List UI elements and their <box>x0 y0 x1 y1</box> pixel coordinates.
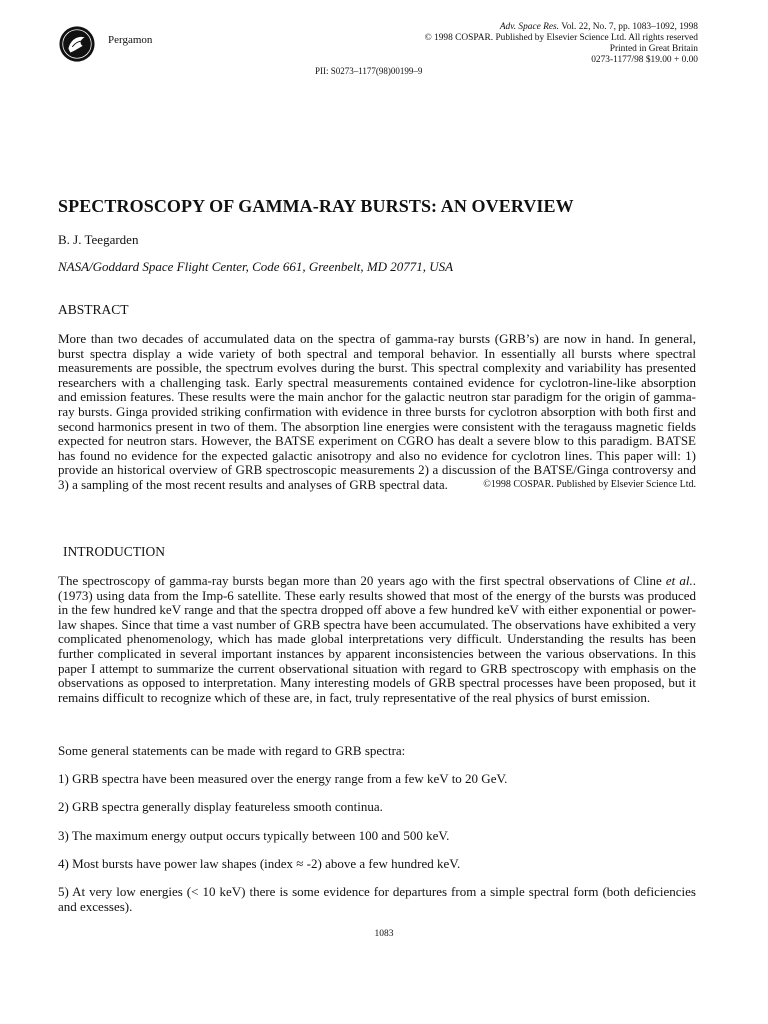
abstract-text <box>58 332 696 493</box>
abstract-heading: ABSTRACT <box>58 302 129 317</box>
abstract-body: More than two decades of accumulated data on the spectra of gamma-ray bursts (GRB’s) are now in hand. In general, burst spectra display a wide variety of both spectral and temporal behavior. In essentially all bursts where spectral measurements are possible, the spectrum evolves during the burst. This spectral complexity and variability has presented researchers with a challenging task. Early spectral measurements contained evidence for cyclotron-line-like absorption and emission features. These results were the main anchor for the galactic neutron star paradigm for the origin of gamma-ray bursts. Ginga provided striking confirmation with evidence in three bursts for cyclotron absorption with both first and second harmonics present in two of them. The absorption line energies were consistent with the teragauss magnetic fields expected for neutron stars. However, the BATSE experiment on CGRO has dealt a severe blow to this paradigm. BATSE has found no evidence for the expected galactic anisotropy and also no evidence for cyclotron lines. This paper will: 1) provide an historical overview of GRB spectroscopic measurements 2) a discussion of the BATSE/Ginga controversy and 3) a sampling of the most recent results and analyses of GRB spectral data. <box>58 331 696 492</box>
list-item: 1) GRB spectra have been measured over the energy range from a few keV to 20 GeV. <box>58 771 508 786</box>
intro-lead-in: Some general statements can be made with regard to GRB spectra: <box>58 743 406 758</box>
author-affiliation: NASA/Goddard Space Flight Center, Code 661, Greenbelt, MD 20771, USA <box>58 259 454 274</box>
publisher-name: Pergamon <box>108 34 153 46</box>
introduction-paragraph <box>58 574 696 705</box>
list-item: 5) At very low energies (< 10 keV) there is some evidence for departures from a simple spectral form (both deficiencies and excesses). <box>58 884 696 914</box>
intro-text-part1: The spectroscopy of gamma-ray bursts began more than 20 years ago with the first spectral observations of Cline <box>58 573 666 588</box>
citation-issn-price: 0273-1177/98 $19.00 + 0.00 <box>591 55 698 65</box>
citation-volume: Vol. 22, No. 7, pp. 1083–1092, 1998 <box>559 22 698 32</box>
citation-copyright: © 1998 COSPAR. Published by Elsevier Science Ltd. All rights reserved <box>424 33 698 43</box>
intro-text-etal: et al. <box>665 573 693 588</box>
list-item: 2) GRB spectra generally display featureless smooth continua. <box>58 799 383 814</box>
citation-journal: Adv. Space Res. <box>499 22 560 32</box>
article-title: SPECTROSCOPY OF GAMMA-RAY BURSTS: AN OVERVIEW <box>58 196 574 216</box>
list-item: 4) Most bursts have power law shapes (index ≈ -2) above a few hundred keV. <box>58 856 461 871</box>
introduction-heading: INTRODUCTION <box>63 544 165 559</box>
article-author: B. J. Teegarden <box>58 232 139 247</box>
pii-identifier: PII: S0273–1177(98)00199–9 <box>315 66 423 76</box>
citation-block <box>425 22 698 66</box>
citation-printed: Printed in Great Britain <box>609 44 698 54</box>
intro-text-part2: . (1973) using data from the Imp-6 satellite. These early results showed that most of the energy of the bursts was produced in the few hundred keV range and that the spectra dropped off above a few hundred keV with either exponential or power-law shapes. Since that time a vast number of GRB spectra have been accumulated. The observations have exhibited a very complicated phenomenology, which has made global interpretations very difficult. Understanding the results has been further complicated in several important instances by apparent inconsistencies between the various observations. In this paper I attempt to summarize the current observational situation with regard to GRB spectroscopy with emphasis on the observations as opposed to interpretation. Many interesting models of GRB spectral processes have been proposed, but it remains difficult to recognize which of these are, in fact, truly representative of the real physics of burst emission. <box>58 573 696 705</box>
page-number: 1083 <box>374 929 394 939</box>
list-item: 3) The maximum energy output occurs typically between 100 and 500 keV. <box>58 828 450 843</box>
abstract-copyright: ©1998 COSPAR. Published by Elsevier Science Ltd. <box>483 478 696 490</box>
pergamon-logo-icon <box>58 25 96 63</box>
